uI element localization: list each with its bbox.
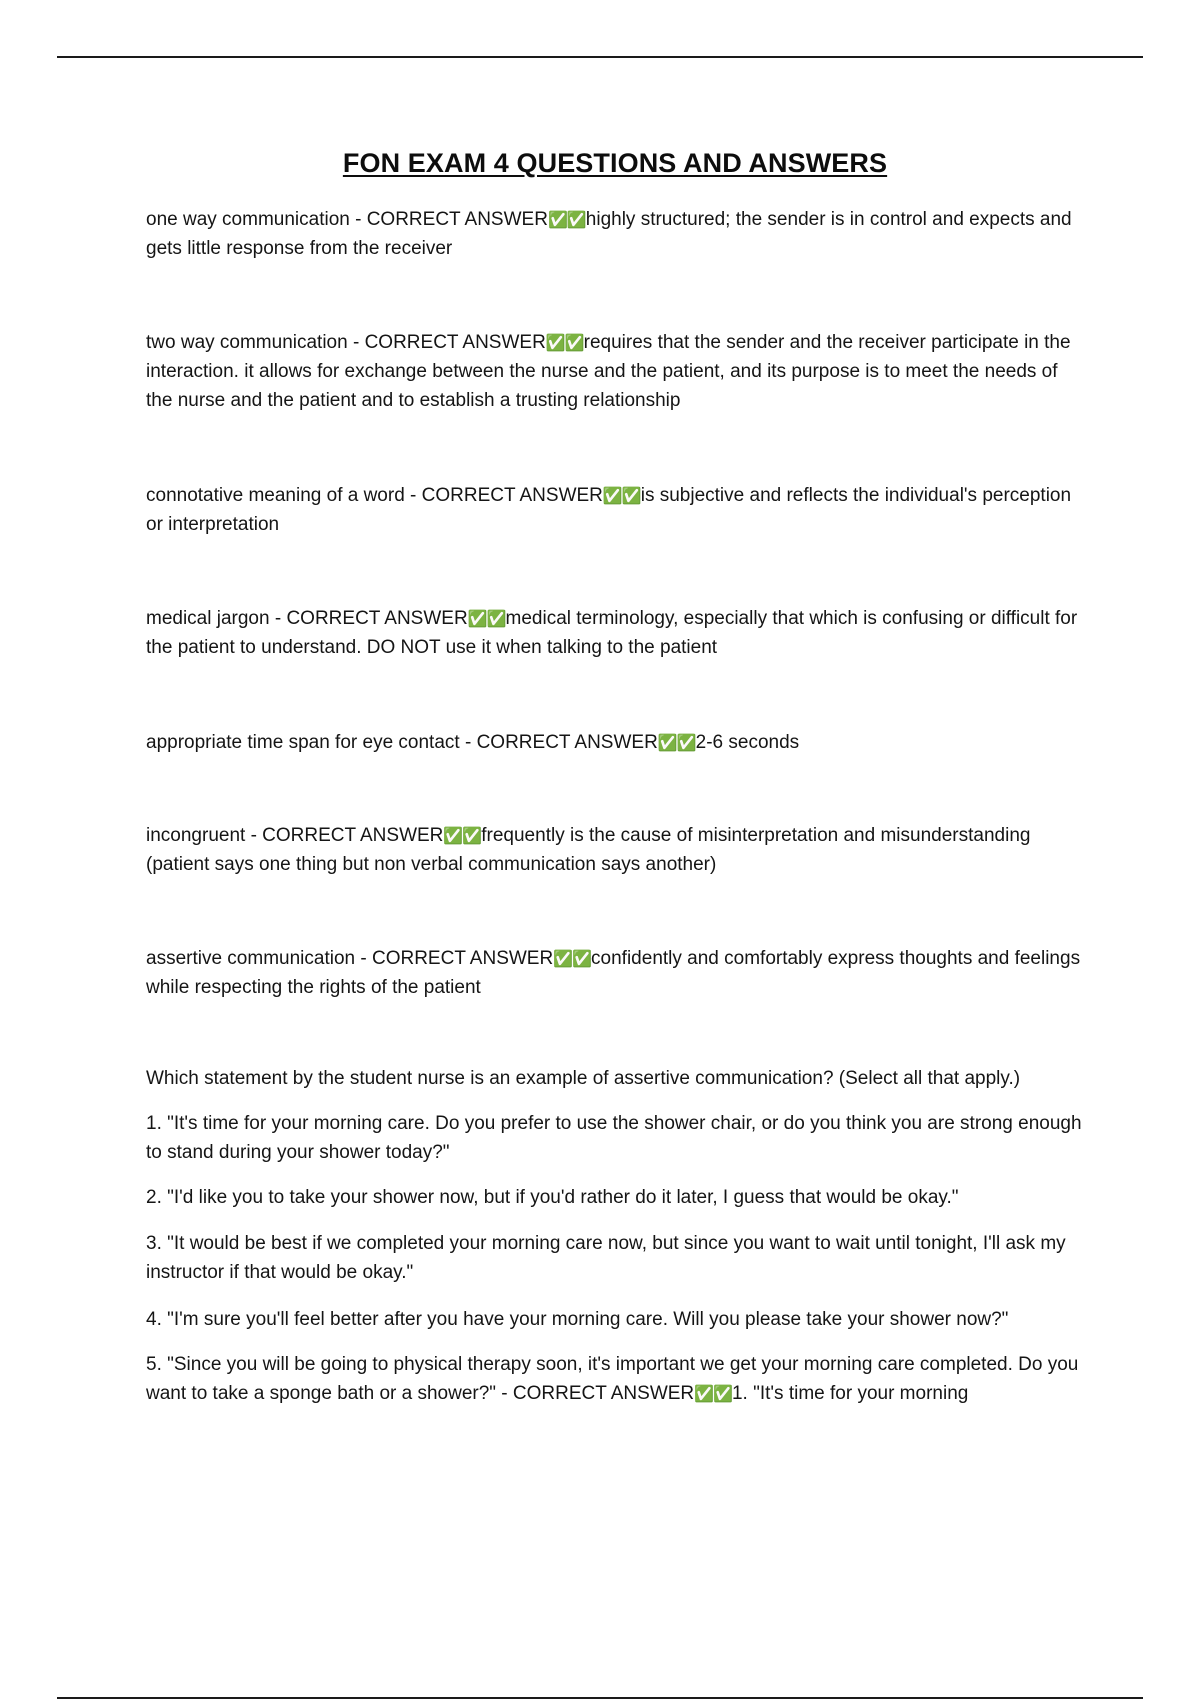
qa-answer: highly structured; the sender is in control and expects and gets little response from the receiver (146, 209, 1072, 259)
question-option-with-answer (146, 1350, 1084, 1408)
answer-label: - CORRECT ANSWER (347, 332, 546, 353)
qa-entry (146, 328, 1084, 415)
qa-answer: 2-6 seconds (695, 732, 800, 753)
check-icon: ✅✅ (545, 333, 584, 352)
check-icon: ✅✅ (553, 949, 592, 968)
qa-answer: medical terminology, especially that which is confusing or difficult for the patient to understand. DO NOT use it when talking to the patient (146, 608, 1078, 658)
qa-answer: requires that the sender and the receiver participate in the interaction. it allows for exchange between the nurse and the patient, and its purpose is to meet the needs of the nurse and the patient and to establish a trusting relationship (146, 332, 1071, 411)
top-rule (57, 56, 1143, 58)
check-icon: ✅✅ (657, 733, 696, 752)
qa-entry (146, 728, 1084, 757)
qa-answer: is subjective and reflects the individual's perception or interpretation (146, 485, 1072, 535)
qa-term: incongruent (146, 825, 246, 846)
answer-label: - CORRECT ANSWER (404, 485, 603, 506)
question-stem: Which statement by the student nurse is an example of assertive communication? (Select all that apply.) (146, 1068, 1021, 1089)
check-icon: ✅✅ (547, 210, 586, 229)
qa-term: appropriate time span for eye contact (146, 732, 460, 753)
question-option: 3. "It would be best if we completed your morning care now, but since you want to wait until tonight, I'll ask my instructor if that would be okay." (146, 1233, 1066, 1283)
qa-term: assertive communication (146, 948, 356, 969)
answer-label: - CORRECT ANSWER (355, 948, 554, 969)
check-icon: ✅✅ (467, 609, 506, 628)
qa-term: two way communication (146, 332, 348, 353)
document-title: FON EXAM 4 QUESTIONS AND ANSWERS (342, 148, 888, 178)
question-answer: 1. "It's time for your morning (731, 1383, 969, 1404)
answer-label: - CORRECT ANSWER (459, 732, 658, 753)
check-icon: ✅✅ (694, 1384, 732, 1403)
qa-term: one way communication (146, 209, 350, 230)
question-option: 4. "I'm sure you'll feel better after you have your morning care. Will you please take your shower now?" (146, 1309, 1009, 1330)
question-option-text: 5. "Since you will be going to physical therapy soon, it's important we get your morning care completed. Do you want to take a sponge bath or a shower?" (146, 1354, 1079, 1404)
qa-term: connotative meaning of a word (146, 485, 405, 506)
question-option: 1. "It's time for your morning care. Do you prefer to use the shower chair, or do you think you are strong enough to stand during your shower today?" (146, 1113, 1082, 1163)
qa-answer: frequently is the cause of misinterpretation and misunderstanding (patient says one thing but non verbal communication says another) (146, 825, 1031, 875)
check-icon: ✅✅ (602, 486, 641, 505)
question-option: 2. "I'd like you to take your shower now, but if you'd rather do it later, I guess that would be okay." (146, 1187, 959, 1208)
answer-label: - CORRECT ANSWER (269, 608, 468, 629)
answer-label: - CORRECT ANSWER (245, 825, 444, 846)
bottom-rule (57, 1697, 1143, 1699)
qa-entry (146, 821, 1084, 879)
qa-entry (146, 205, 1084, 263)
qa-term: medical jargon (146, 608, 270, 629)
answer-label: - CORRECT ANSWER (349, 209, 548, 230)
answer-label: - CORRECT ANSWER (496, 1383, 695, 1404)
qa-entry (146, 481, 1084, 539)
check-icon: ✅✅ (443, 826, 482, 845)
qa-answer: confidently and comfortably express thoughts and feelings while respecting the rights of the patient (146, 948, 1081, 998)
qa-entry (146, 944, 1084, 1002)
qa-entry (146, 604, 1084, 662)
